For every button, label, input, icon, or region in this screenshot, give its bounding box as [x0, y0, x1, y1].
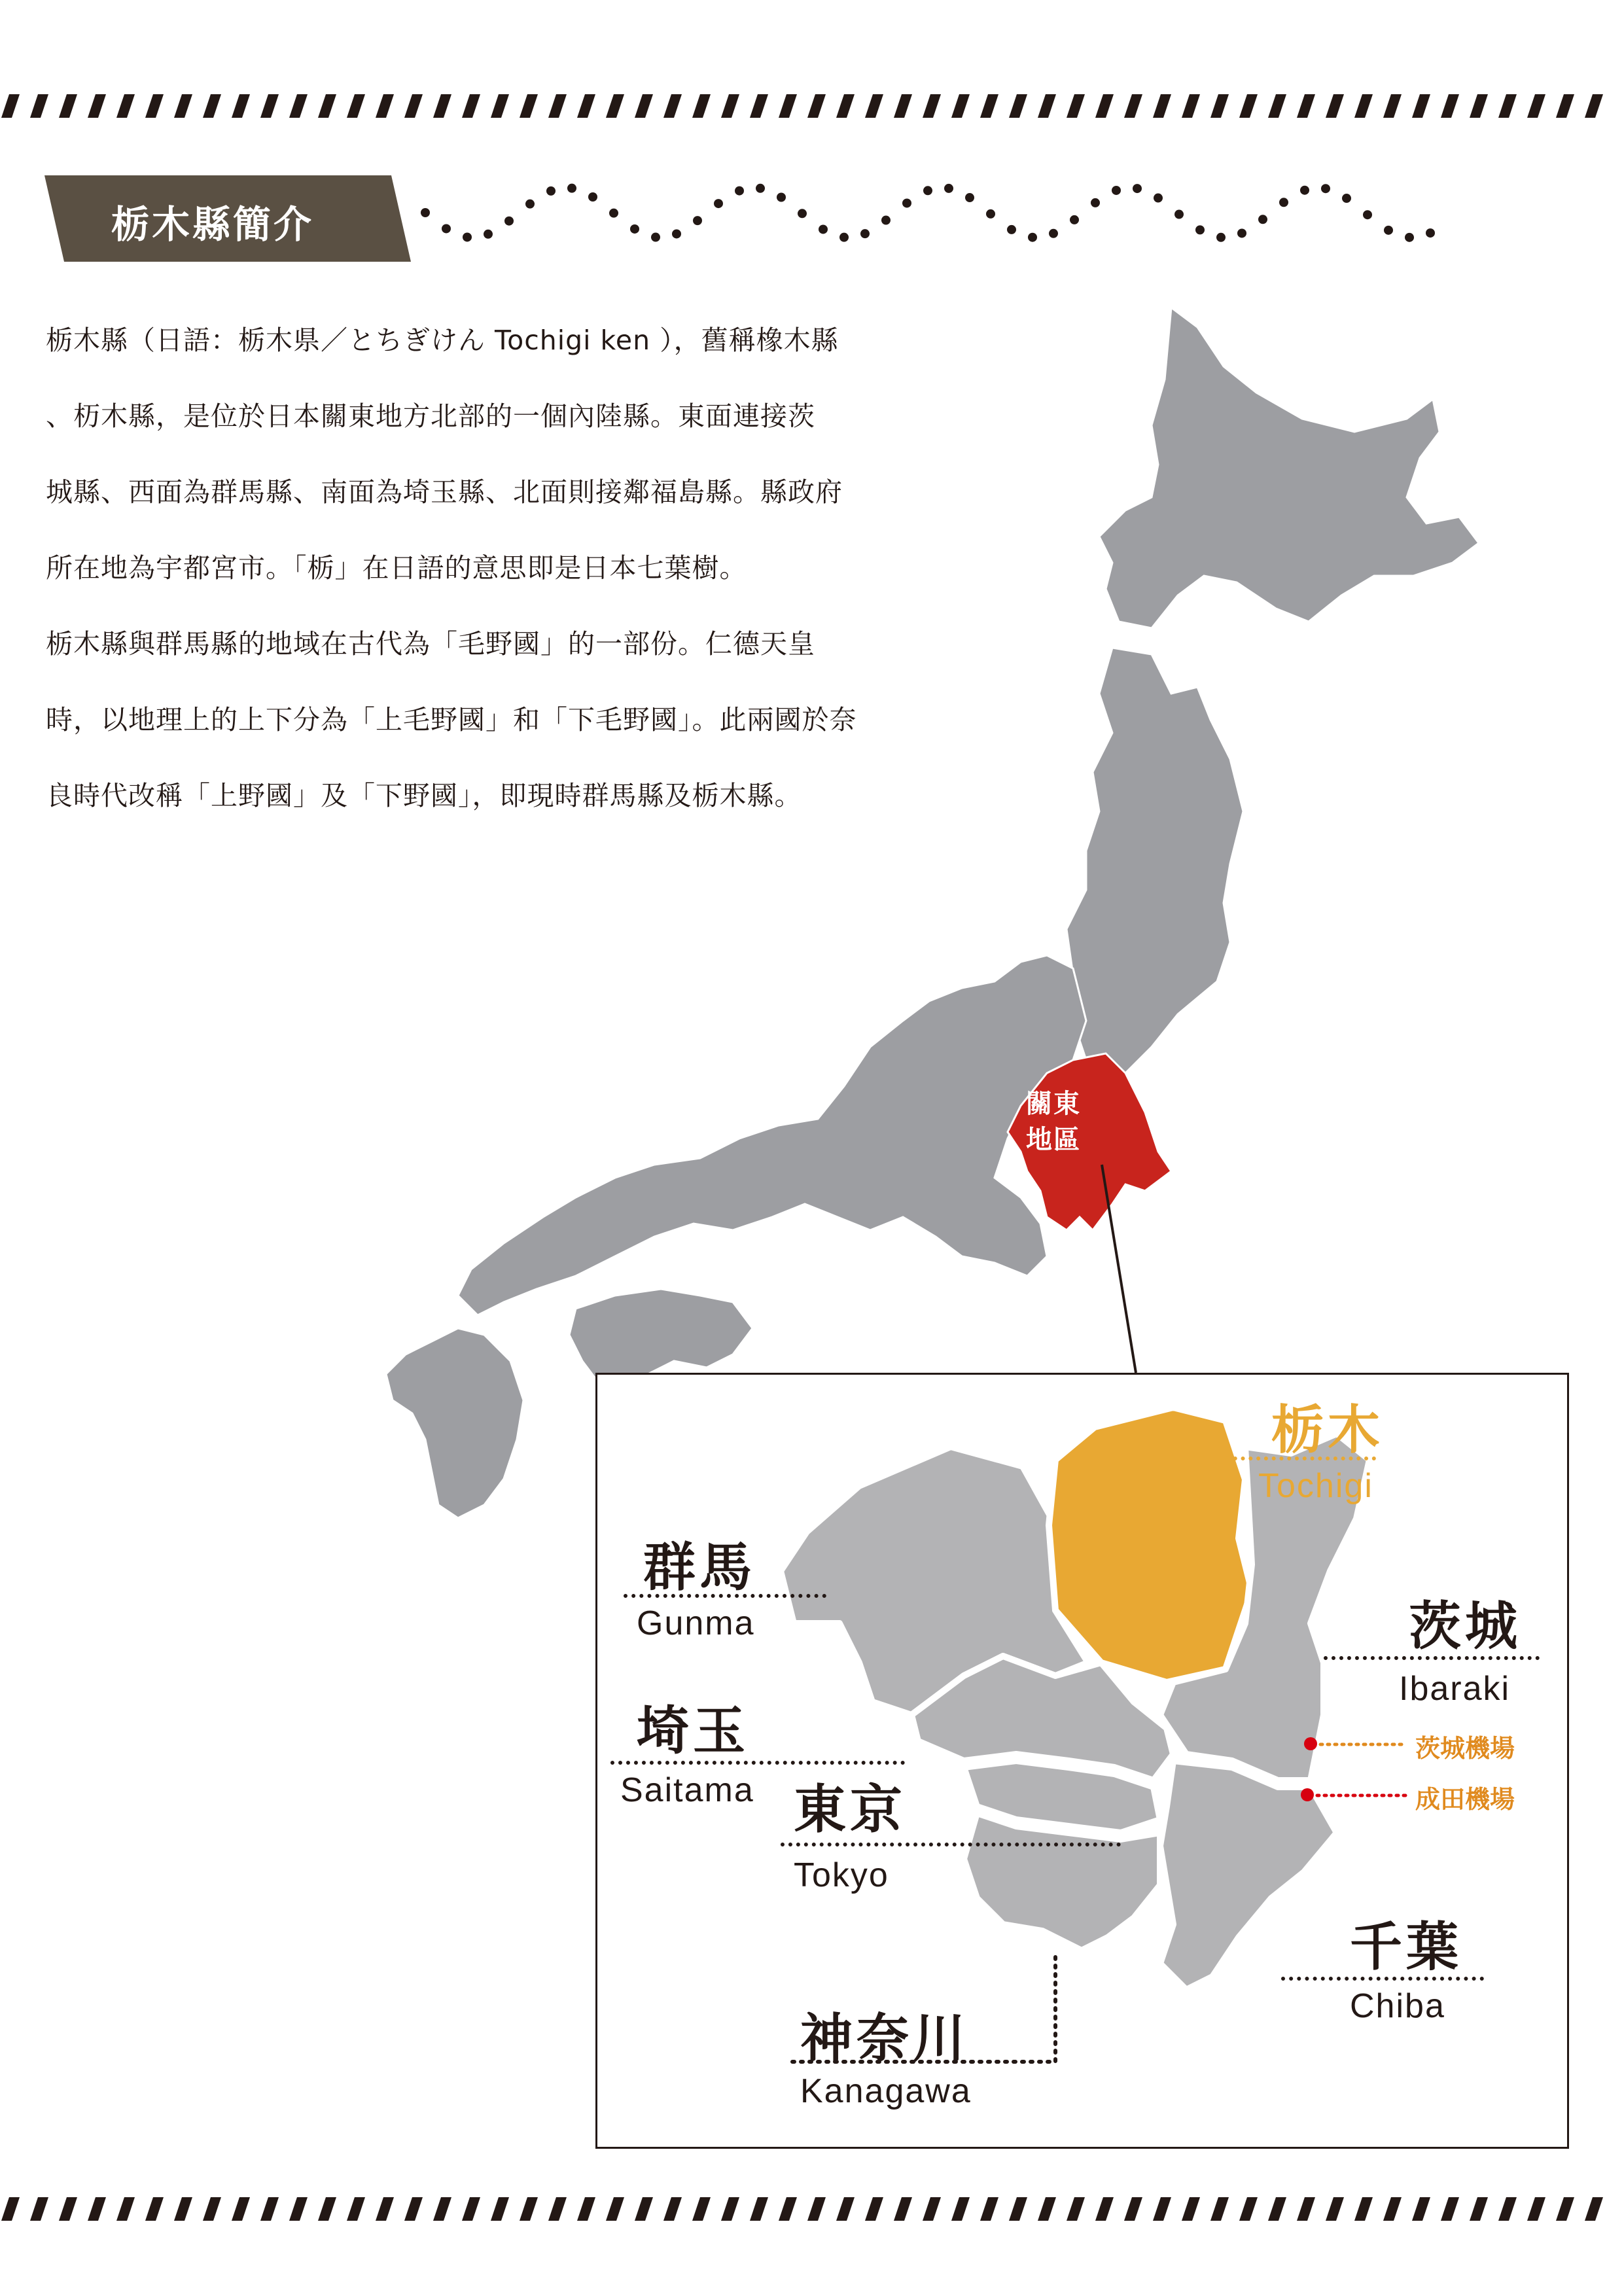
intro-line: 城縣、西面為群馬縣、南面為埼玉縣、北面則接鄰福島縣。縣政府 — [46, 476, 843, 508]
kanto-label-line1: 關東 — [1026, 1089, 1081, 1119]
tochigi-name: 栃木 — [1271, 1400, 1384, 1460]
ibaraki-airport-leader — [1317, 1741, 1409, 1748]
tokyo-name: 東京 — [794, 1779, 906, 1840]
ibaraki-name-en: Ibaraki — [1399, 1670, 1511, 1708]
narita-airport-leader — [1314, 1792, 1412, 1799]
tochigi-leader-line — [1226, 1457, 1376, 1460]
ibaraki-airport-label: 茨城機場 — [1415, 1734, 1515, 1763]
tokyo-leader-line — [781, 1843, 1121, 1846]
intro-line: 時，以地理上的上下分為「上毛野國」和「下毛野國」。此兩國於奈 — [46, 704, 857, 735]
gunma-name-en: Gunma — [637, 1604, 755, 1642]
kanagawa-leader-line — [781, 1951, 1062, 2068]
tohoku-region — [1067, 648, 1243, 1073]
saitama-name: 埼玉 — [637, 1701, 749, 1761]
honshu-west-region — [458, 955, 1086, 1315]
narita-airport-marker — [1301, 1788, 1314, 1801]
ibaraki-leader-line — [1324, 1656, 1540, 1660]
kanto-inset-map — [595, 1373, 1569, 2149]
kanagawa-shape — [964, 1813, 1160, 1951]
ibaraki-name: 茨城 — [1409, 1596, 1521, 1657]
hokkaido-region — [1099, 308, 1479, 628]
kanagawa-name-en: Kanagawa — [800, 2072, 972, 2110]
kyushu-region — [386, 1328, 523, 1518]
intro-line: 良時代改稱「上野國」及「下野國」，即現時群馬縣及栃木縣。 — [46, 780, 802, 811]
page-title: 栃木縣簡介 — [111, 202, 315, 247]
chiba-name-en: Chiba — [1350, 1987, 1445, 2025]
narita-airport-label: 成田機場 — [1415, 1785, 1515, 1814]
intro-line: 所在地為宇都宮市。「栃」在日語的意思即是日本七葉樹。 — [46, 552, 747, 584]
intro-line: 栃木縣（日語：栃木県／とちぎけん Tochigi ken ），舊稱橡木縣 — [46, 325, 839, 356]
gunma-name: 群馬 — [643, 1537, 756, 1598]
kanagawa-name: 神奈川 — [800, 2008, 969, 2069]
ibaraki-airport-marker — [1304, 1737, 1317, 1750]
chiba-name: 千葉 — [1350, 1916, 1462, 1977]
tochigi-shape — [1049, 1407, 1252, 1682]
chiba-leader-line — [1281, 1977, 1484, 1981]
saitama-leader-line — [610, 1761, 905, 1765]
intro-line: 栃木縣與群馬縣的地域在古代為「毛野國」的一部份。仁德天皇 — [46, 628, 815, 660]
tochigi-name-en: Tochigi — [1258, 1467, 1373, 1505]
kanto-label-line2: 地區 — [1026, 1125, 1081, 1155]
gunma-leader-line — [624, 1594, 826, 1598]
intro-line: 、杤木縣，是位於日本關東地方北部的一個內陸縣。東面連接茨 — [46, 400, 815, 432]
tokyo-name-en: Tokyo — [794, 1856, 889, 1894]
saitama-name-en: Saitama — [620, 1771, 754, 1809]
